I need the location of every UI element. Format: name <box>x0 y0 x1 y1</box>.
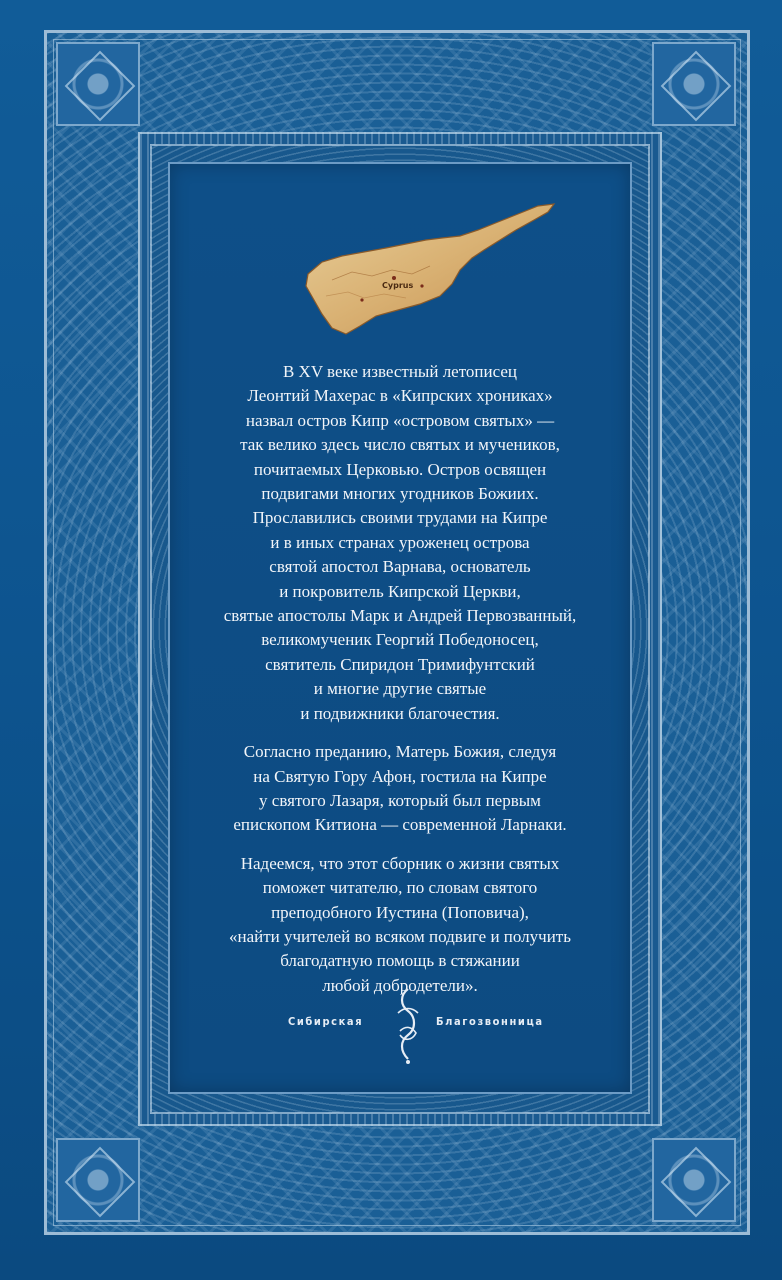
text-line: любой добродетели». <box>322 975 478 995</box>
text-line: В XV веке известный летописец <box>282 362 518 381</box>
corner-ornament-top-left <box>56 42 140 126</box>
text-line: и многие другие святые <box>313 679 487 699</box>
text-line: у святого Лазаря, который был первым <box>259 790 541 810</box>
text-line: назвал остров Кипр «островом святых» — <box>245 410 555 430</box>
text-line: святые апостолы Марк и Андрей Первозванный, <box>223 606 577 626</box>
paragraph-3 <box>168 852 632 998</box>
text-line: Согласно преданию, Матерь Божия, следуя <box>243 742 557 762</box>
publisher-monogram-icon <box>390 985 426 1065</box>
text-line: поможет читателю, по словам святого <box>262 878 538 898</box>
text-line: благодатную помощь в стяжании <box>280 951 520 971</box>
publisher-logo <box>168 985 632 1065</box>
text-line: «найти учителей во всяком подвиге и получить <box>228 926 571 946</box>
text-line: епископом Китиона — современной Ларнаки. <box>233 815 567 835</box>
text-line: Надеемся, что этот сборник о жизни святых <box>240 853 560 873</box>
text-line: великомученик Георгий Победоносец, <box>261 630 539 650</box>
paragraph-1 <box>168 360 632 726</box>
publisher-name-right: Благозвонница <box>436 1015 544 1028</box>
text-line: святитель Спиридон Тримифунтский <box>265 654 535 674</box>
text-line: святой апостол Варнава, основатель <box>269 557 531 577</box>
publisher-name-left: Сибирская <box>288 1015 364 1028</box>
text-line: и в иных странах уроженец острова <box>270 532 530 552</box>
corner-ornament-top-right <box>652 42 736 126</box>
map-label: Cyprus <box>382 281 414 290</box>
corner-ornament-bottom-right <box>652 1138 736 1222</box>
text-line: на Святую Гору Афон, гостила на Кипре <box>253 766 547 786</box>
text-line: и покровитель Кипрской Церкви, <box>279 581 521 601</box>
text-line: Леонтий Махерас в «Кипрских хрониках» <box>247 386 553 406</box>
text-line: почитаемых Церковью. Остров освящен <box>253 459 547 479</box>
text-line: преподобного Иустина (Поповича), <box>271 902 529 922</box>
description-text <box>168 360 632 1012</box>
text-line: и подвижники благочестия. <box>300 703 500 723</box>
cyprus-map-image <box>302 200 560 340</box>
text-line: подвигами многих угодников Божиих. <box>261 484 539 504</box>
text-line: так велико здесь число святых и мучеников, <box>240 435 560 455</box>
corner-ornament-bottom-left <box>56 1138 140 1222</box>
paragraph-2 <box>168 740 632 838</box>
text-line: Прославились своими трудами на Кипре <box>252 508 548 528</box>
